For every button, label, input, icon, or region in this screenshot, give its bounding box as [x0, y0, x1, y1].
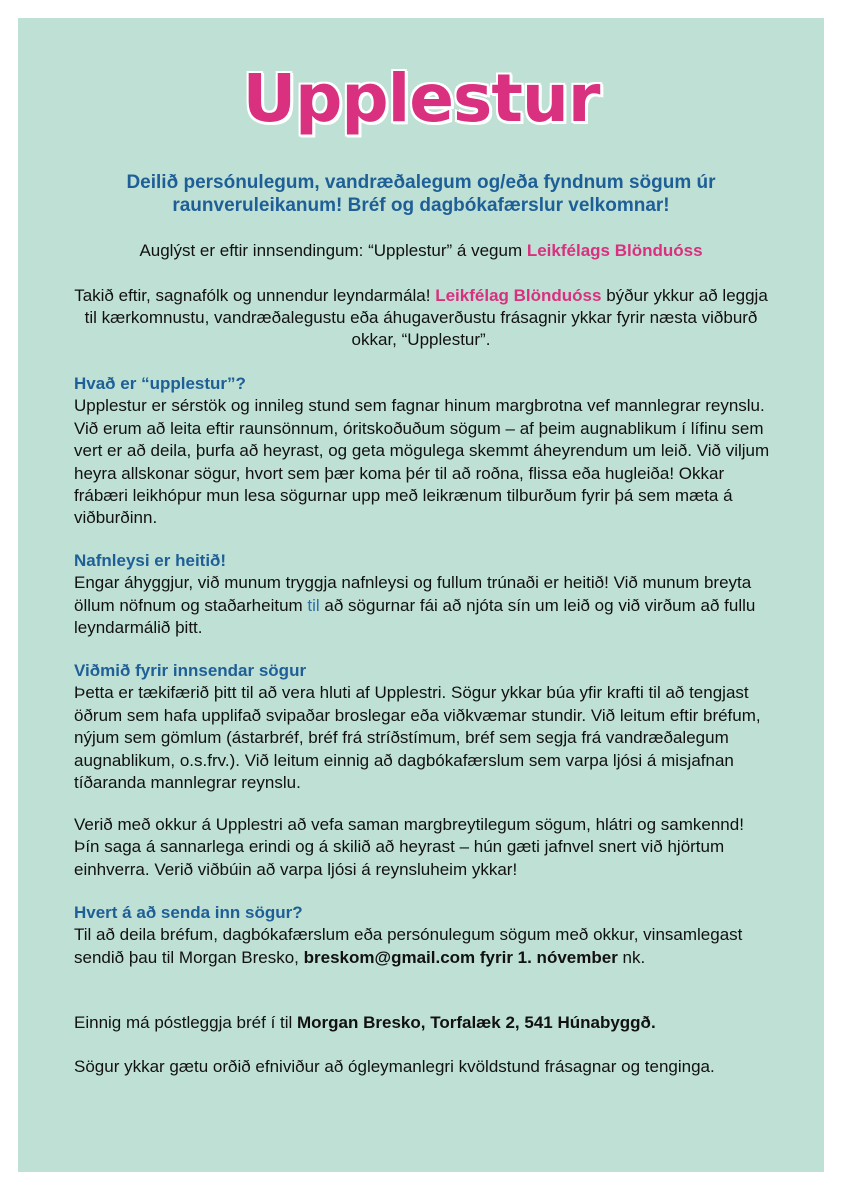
postal-line — [74, 1012, 774, 1034]
lead-text: Deilið persónulegum, vandræðalegum og/eða fyndnum sögum úr raunveruleikanum! Bréf og dagbókafærslur velkomnar! — [126, 172, 716, 216]
page-title: Upplestur — [242, 60, 600, 137]
section-where — [74, 902, 774, 969]
section-body-what: Upplestur er sérstök og innileg stund sem fagnar hinum margbrotna vef mannlegrar reynslu. Við erum að leita eftir raunsönnum, óritskoðuðum sögum – af þeim augnablikum í lífinu sem vert er að deila, þurfa að heyrast, og geta mögulega skemmt áheyrendum um leið. Við viljum heyra allskonar sögur, hvort sem þær koma þér til að roðna, flissa eða hugleiða! Okkar frábæri leikhópur mun lesa sögurnar upp með leikrænum tilburðum fyrir þá sem mæta á viðburðinn. — [74, 396, 770, 528]
section-heading-criteria: Viðmið fyrir innsendar sögur — [74, 661, 307, 680]
section-body-criteria: Þetta er tækifærið þitt til að vera hluti af Upplestri. Sögur ykkar búa yfir krafti til að tengjast öðrum sem hafa upplifað svipaðar broslegar eða viðkvæmar stundir. Við leitum eftir bréfum, nýjum sem gömlum (ástarbréf, bréf frá stríðstímum, bréf sem segja frá vandræðalegum augnablikum, o.s.frv.). Við leitum einnig að dagbókafærslum sem varpa ljósi á misjafnan tíðaranda mannlegrar reynslu. — [74, 683, 761, 793]
anonymity-text-2: að sögurnar fái að njóta sín um leið og við virðum að fullu leyndarmálið þitt. — [74, 595, 756, 638]
postal-address: Morgan Bresko, Torfalæk 2, 541 Húnabyggð. — [297, 1013, 656, 1032]
postal-text: Einnig má póstleggja bréf í til — [74, 1013, 298, 1032]
section-heading-where: Hvert á að senda inn sögur? — [74, 903, 303, 922]
closing-paragraph: Sögur ykkar gætu orðið efniviður að ógleymanlegri kvöldstund frásagnar og tenginga. — [74, 1057, 715, 1076]
join-paragraph: Verið með okkur á Upplestri að vefa saman margbreytilegum sögum, hlátri og samkennd! Þín saga á sannarlega erindi og á skilið að heyrast – hún gæti jafnvel snert við hjörtum einhverra. Verið viðbúin að varpa ljósi á reynsluheim ykkar! — [74, 815, 744, 879]
where-text-1: Til að deila bréfum, dagbókafærslum eða persónulegum sögum með okkur, vinsamlegast sendið þau til Morgan Bresko, — [74, 925, 743, 967]
where-text-2: nk. — [617, 947, 646, 967]
section-body-where — [74, 924, 774, 969]
section-anonymity — [74, 550, 774, 640]
call-text: Auglýst er eftir innsendingum: “Upplestur” á vegum — [139, 241, 527, 260]
contact-email-deadline: breskom@gmail.com fyrir 1. nóvember — [303, 947, 618, 967]
intro-paragraph — [70, 285, 772, 351]
section-what — [74, 373, 774, 530]
call-line — [62, 240, 780, 262]
section-heading-anonymity: Nafnleysi er heitið! — [74, 551, 227, 570]
section-body-anonymity — [74, 572, 774, 639]
anonymity-text-1: Engar áhyggjur, við munum tryggja nafnleysi og fullum trúnaði er heitið! Við munum breyta öllum nöfnum og staðarheitum — [74, 573, 752, 615]
intro-part2: býður ykkur að leggja til kærkomnustu, vandræðalegustu eða áhugaverðustu frásagnir ykkar fyrir næsta viðburð okkar, “Upplestur”. — [84, 286, 768, 349]
section-heading-what: Hvað er “upplestur”? — [74, 374, 246, 393]
organizer-name: Leikfélags Blönduóss — [526, 241, 703, 260]
section-criteria — [74, 660, 774, 794]
anonymity-link-word: til — [307, 595, 320, 615]
intro-part1: Takið eftir, sagnafólk og unnendur leyndarmála! — [74, 286, 436, 305]
intro-organizer: Leikfélag Blönduóss — [435, 286, 602, 305]
